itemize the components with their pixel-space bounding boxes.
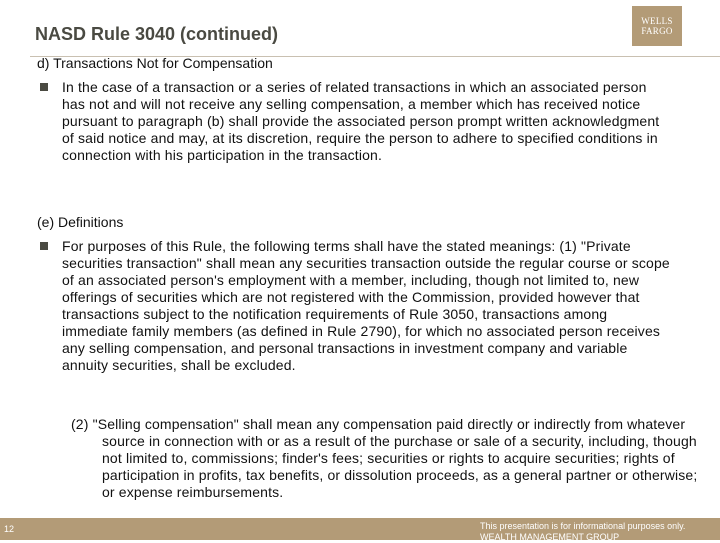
logo-line-2: FARGO (641, 26, 673, 36)
page-title: NASD Rule 3040 (continued) (35, 24, 279, 44)
wells-fargo-logo (632, 6, 682, 46)
section-d-paragraph: In the case of a transaction or a series of related transactions in which an associated person has not and will not receive any selling compensation, a member which has received notice pursuant to paragraph (b) shall provide the associated person prompt written acknowledgment of said notice and may, at its discretion, require the person to adhere to specified conditions in connection with his participation in the transaction. (62, 79, 660, 163)
selling-compensation-definition: (2) "Selling compensation" shall mean any compensation paid directly or indirectly from whatever source in connection with or as a result of the purchase or sale of a security, including, though not limited to, commissions; finder's fees; securities or rights to acquire securities; rights of participation in profits, tax benefits, or dissolution proceeds, as a general partner or otherwise; or expense reimbursements. (71, 416, 698, 500)
header (0, 0, 720, 56)
bullet-square-icon (40, 83, 48, 91)
section-d-heading: d) Transactions Not for Compensation (37, 55, 273, 71)
section-e-heading: (e) Definitions (37, 214, 124, 230)
footer-disclaimer: This presentation is for informational purposes only. WEALTH MANAGEMENT GROUP (480, 521, 686, 542)
section-e-paragraph: For purposes of this Rule, the following terms shall have the stated meanings: (1) "Private securities transaction" shall mean any securities transaction outside the regular course or scope of an associated person's employment with a member, including, though not limited to, new offerings of securities which are not registered with the Commission, provided however that transactions subject to the notification requirements of Rule 3050, transactions among immediate family members (as defined in Rule 2790), for which no associated person receives any selling compensation, and personal transactions in investment company and variable annuity securities, shall be excluded. (62, 238, 670, 373)
bullet-square-icon (40, 242, 48, 250)
page-number: 12 (4, 524, 15, 534)
logo-line-1: WELLS (641, 16, 673, 26)
